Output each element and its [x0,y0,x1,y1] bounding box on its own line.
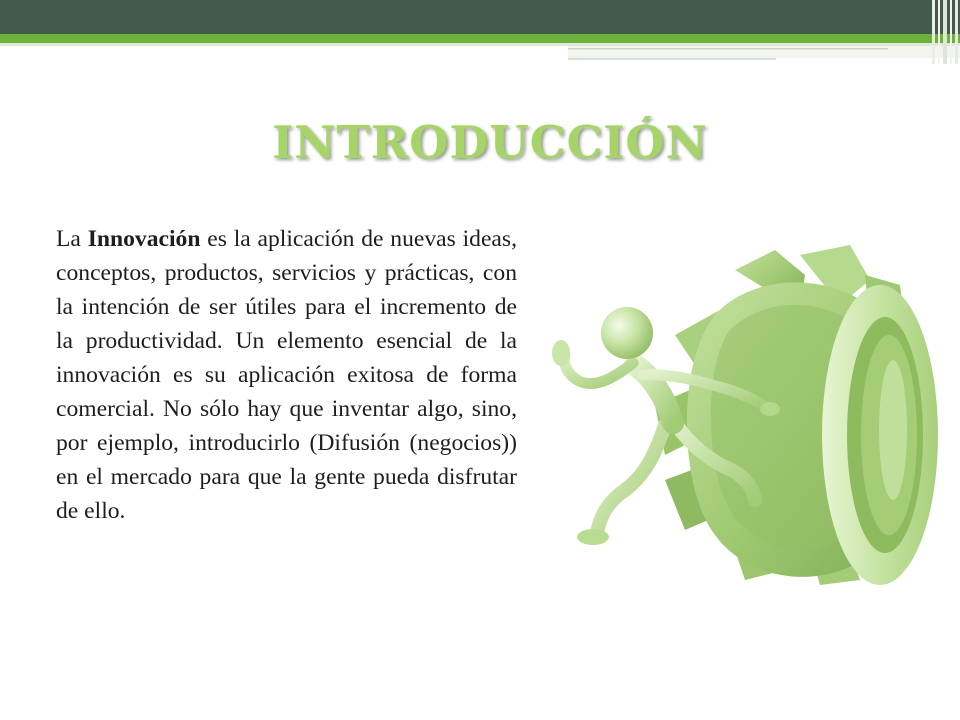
gear-icon [655,245,938,585]
body-lead: La [56,226,88,252]
body-text: es la aplicación de nuevas ideas, conceptos, productos, servicios y prácticas, con la intención de ser útiles para el incremento de la productividad. Un elemento esencial de la innovación es su aplicación exitosa de forma comercial. No sólo hay que inventar algo, sino, por ejemplo, introducirlo (Difusión (negocios)) en el mercado para que la gente pueda disfrutar de ello. [56,226,517,524]
body-keyword: Innovación [87,226,201,252]
body-paragraph [56,222,517,528]
header-band [0,0,960,64]
slide-title: INTRODUCCIÓN [272,116,708,169]
gear-figure-illustration [515,215,960,620]
